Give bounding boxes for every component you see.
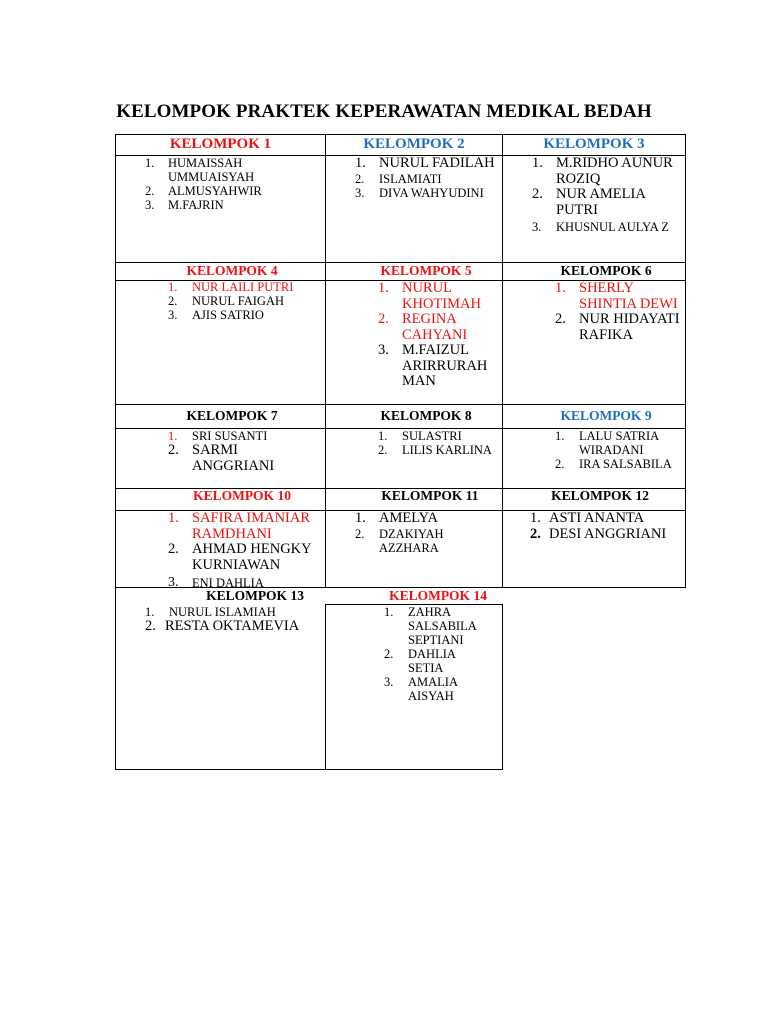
list-item bbox=[355, 511, 501, 527]
group-member-list-11 bbox=[355, 511, 501, 555]
grid-line bbox=[502, 604, 503, 770]
list-item bbox=[168, 429, 323, 443]
list-number: 2. bbox=[555, 311, 566, 327]
list-number: 2. bbox=[532, 186, 543, 202]
list-number: 1. bbox=[555, 280, 566, 296]
list-number: 2. bbox=[355, 526, 365, 541]
grid-line bbox=[115, 404, 686, 405]
member-name: ISLAMIATI bbox=[379, 171, 442, 186]
member-name: AMELYA bbox=[379, 510, 438, 526]
member-name: SHERLY SHINTIA DEWI bbox=[579, 280, 678, 312]
grid-line bbox=[325, 604, 326, 770]
list-number: 2. bbox=[530, 525, 541, 542]
member-name: LALU SATRIA WIRADANI bbox=[579, 429, 659, 457]
list-number: 2. bbox=[145, 618, 156, 634]
member-name: REGINA CAHYANI bbox=[402, 311, 468, 343]
group-member-list-12 bbox=[530, 511, 684, 542]
member-name: AJIS SATRIO bbox=[192, 308, 264, 322]
list-number: 2. bbox=[168, 294, 178, 308]
member-name: M.FAIZUL ARIRRURAH MAN bbox=[402, 342, 488, 389]
list-number: 1. bbox=[378, 280, 389, 296]
group-member-list-14 bbox=[384, 605, 500, 703]
document-title: KELOMPOK PRAKTEK KEPERAWATAN MEDIKAL BEDAH bbox=[116, 101, 652, 122]
member-name: SRI SUSANTI bbox=[192, 429, 268, 443]
member-name: SARMI ANGGRIANI bbox=[192, 442, 275, 474]
member-name: M.FAJRIN bbox=[168, 198, 224, 212]
list-item bbox=[532, 156, 684, 187]
list-number: 2. bbox=[384, 647, 394, 661]
group-header-14: KELOMPOK 14 bbox=[389, 588, 487, 603]
list-item bbox=[384, 647, 500, 675]
member-name: NURUL ISLAMIAH bbox=[169, 605, 276, 619]
list-item bbox=[145, 198, 323, 212]
group-header-5: KELOMPOK 5 bbox=[380, 263, 472, 278]
list-number: 1. bbox=[378, 429, 388, 443]
list-item bbox=[384, 675, 500, 703]
group-member-list-4 bbox=[168, 280, 323, 322]
list-item bbox=[530, 527, 684, 543]
list-item bbox=[378, 312, 500, 343]
member-name: DESI ANGGRIANI bbox=[549, 525, 667, 542]
group-header-1: KELOMPOK 1 bbox=[169, 136, 272, 152]
group-header-3: KELOMPOK 3 bbox=[543, 136, 645, 152]
group-member-list-13 bbox=[145, 605, 323, 635]
list-number: 2. bbox=[555, 457, 565, 471]
member-name: ENI DAHLIA bbox=[192, 576, 264, 590]
group-member-list-1 bbox=[145, 156, 323, 212]
list-number: 3. bbox=[384, 675, 394, 689]
list-item bbox=[555, 429, 684, 457]
list-item bbox=[145, 184, 323, 198]
group-member-list-2 bbox=[355, 156, 501, 200]
list-item bbox=[355, 186, 501, 200]
group-header-4: KELOMPOK 4 bbox=[186, 263, 278, 278]
list-number: 1. bbox=[168, 510, 179, 526]
member-name: AHMAD HENGKY KURNIAWAN bbox=[192, 541, 312, 573]
list-number: 1. bbox=[355, 510, 366, 526]
group-member-list-6 bbox=[555, 281, 684, 343]
member-name: IRA SALSABILA bbox=[579, 457, 672, 471]
group-header-2: KELOMPOK 2 bbox=[363, 136, 465, 152]
grid-line bbox=[115, 134, 116, 770]
member-name: LILIS KARLINA bbox=[402, 443, 492, 457]
list-item bbox=[145, 156, 323, 184]
list-number: 2. bbox=[378, 443, 388, 457]
list-number: 2. bbox=[355, 171, 365, 186]
list-item bbox=[378, 429, 500, 443]
list-item bbox=[168, 280, 323, 294]
list-item bbox=[532, 220, 684, 234]
group-header-8: KELOMPOK 8 bbox=[380, 408, 472, 423]
list-number: 1. bbox=[530, 510, 541, 526]
group-header-13: KELOMPOK 13 bbox=[206, 588, 304, 603]
list-item bbox=[168, 511, 324, 542]
member-name: NUR HIDAYATI RAFIKA bbox=[579, 311, 680, 343]
list-item bbox=[355, 527, 501, 555]
grid-line bbox=[502, 134, 503, 588]
member-name: ASTI ANANTA bbox=[549, 510, 645, 526]
list-item bbox=[555, 281, 684, 312]
list-number: 1. bbox=[145, 156, 155, 170]
list-item bbox=[168, 443, 323, 474]
list-number: 1. bbox=[532, 155, 543, 171]
member-name: HUMAISSAH UMMUAISYAH bbox=[168, 156, 255, 184]
list-item bbox=[532, 187, 684, 218]
list-item bbox=[355, 156, 501, 172]
grid-line bbox=[685, 134, 686, 588]
list-item bbox=[530, 511, 684, 527]
list-number: 1. bbox=[384, 605, 394, 619]
grid-line bbox=[115, 134, 686, 135]
list-number: 1. bbox=[145, 605, 155, 619]
list-item bbox=[378, 281, 500, 312]
list-item bbox=[355, 172, 501, 186]
group-member-list-8 bbox=[378, 429, 500, 457]
list-number: 1. bbox=[355, 155, 366, 171]
member-name: NURUL KHOTIMAH bbox=[402, 280, 481, 312]
group-header-10: KELOMPOK 10 bbox=[193, 488, 291, 503]
member-name: DZAKIYAH AZZHARA bbox=[379, 526, 444, 555]
member-name: DAHLIA SETIA bbox=[408, 647, 456, 675]
group-header-12: KELOMPOK 12 bbox=[551, 488, 649, 503]
list-number: 3. bbox=[145, 198, 155, 212]
member-name: NURUL FAIGAH bbox=[192, 294, 285, 308]
group-header-7: KELOMPOK 7 bbox=[186, 408, 278, 423]
list-number: 2. bbox=[168, 442, 179, 458]
list-number: 2. bbox=[168, 541, 179, 557]
list-number: 1. bbox=[555, 429, 565, 443]
member-name: NUR LAILI PUTRI bbox=[192, 280, 294, 294]
member-name: AMALIA AISYAH bbox=[408, 675, 458, 703]
list-item bbox=[555, 457, 684, 471]
list-item bbox=[168, 542, 324, 573]
group-header-11: KELOMPOK 11 bbox=[381, 488, 479, 503]
member-name: DIVA WAHYUDINI bbox=[379, 185, 484, 200]
member-name: M.RIDHO AUNUR ROZIQ bbox=[556, 155, 673, 187]
group-header-9: KELOMPOK 9 bbox=[560, 408, 652, 423]
list-number: 3. bbox=[355, 185, 365, 200]
group-member-list-3 bbox=[532, 156, 684, 234]
list-item bbox=[168, 308, 323, 322]
member-name: RESTA OKTAMEVIA bbox=[165, 618, 300, 634]
list-item bbox=[145, 605, 323, 619]
list-item bbox=[555, 312, 684, 343]
list-item bbox=[378, 443, 500, 457]
list-item bbox=[145, 619, 323, 635]
group-member-list-7 bbox=[168, 429, 323, 474]
member-name: SAFIRA IMANIAR RAMDHANI bbox=[192, 510, 311, 542]
list-number: 3. bbox=[378, 342, 389, 358]
list-number: 2. bbox=[145, 184, 155, 198]
list-item bbox=[378, 343, 500, 390]
list-number: 3. bbox=[532, 220, 542, 234]
grid-line bbox=[115, 769, 503, 770]
list-number: 1. bbox=[168, 429, 178, 443]
member-name: KHUSNUL AULYA Z bbox=[556, 220, 669, 234]
member-name: NURUL FADILAH bbox=[379, 155, 495, 171]
list-item bbox=[168, 294, 323, 308]
grid-line bbox=[325, 134, 326, 588]
group-header-6: KELOMPOK 6 bbox=[560, 263, 652, 278]
group-member-list-5 bbox=[378, 281, 500, 390]
member-name: ALMUSYAHWIR bbox=[168, 184, 262, 198]
list-number: 3. bbox=[168, 308, 178, 322]
member-name: SULASTRI bbox=[402, 429, 462, 443]
list-item bbox=[384, 605, 500, 647]
member-name: NUR AMELIA PUTRI bbox=[556, 186, 646, 218]
group-member-list-9 bbox=[555, 429, 684, 471]
member-name: ZAHRA SALSABILA SEPTIANI bbox=[408, 605, 477, 647]
list-number: 1. bbox=[168, 280, 178, 294]
group-member-list-10 bbox=[168, 511, 324, 590]
list-number: 3. bbox=[168, 575, 179, 590]
list-number: 2. bbox=[378, 311, 389, 327]
